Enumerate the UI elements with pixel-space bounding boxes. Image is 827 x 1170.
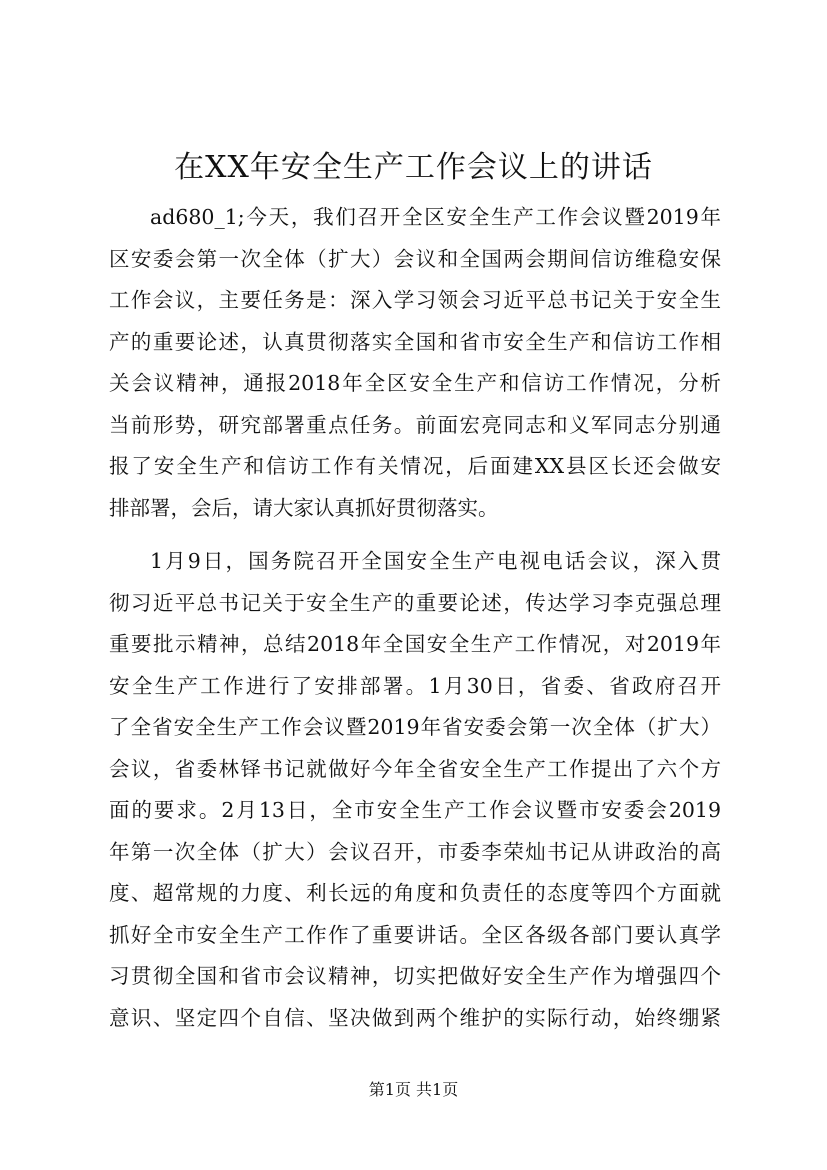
page-number-footer: 第1页 共1页 — [368, 1080, 459, 1099]
paragraph-line: 1月9日，国务院召开全国安全生产电视电话会议，深入贯 — [150, 549, 721, 573]
paragraph-line: 区安委会第一次全体（扩大）会议和全国两会期间信访维稳安保 — [109, 246, 721, 271]
paragraph-line: 工作会议，主要任务是：深入学习领会习近平总书记关于安全生 — [109, 288, 721, 312]
paragraph-line: 产的重要论述，认真贯彻落实全国和省市安全生产和信访工作相 — [109, 329, 721, 354]
paragraph-line: 年第一次全体（扩大）会议召开，市委李荣灿书记从讲政治的高 — [109, 839, 721, 864]
paragraph-line: 关会议精神，通报2018年全区安全生产和信访工作情况，分析 — [109, 371, 721, 395]
paragraph-line: 重要批示精神，总结2018年全国安全生产工作情况，对2019年 — [109, 632, 721, 656]
paragraph-spacer — [109, 529, 721, 541]
paragraph-2 — [109, 541, 721, 1039]
paragraph-line: 习贯彻全国和省市会议精神，切实把做好安全生产作为增强四个 — [109, 964, 721, 988]
paragraph-line: 安全生产工作进行了安排部署。1月30日，省委、省政府召开 — [109, 673, 721, 698]
paragraph-line: ad680_1;今天，我们召开全区安全生产工作会议暨2019年 — [150, 205, 721, 229]
paragraph-line: 彻习近平总书记关于安全生产的重要论述，传达学习李克强总理 — [109, 590, 721, 615]
paragraph-line: 当前形势，研究部署重点任务。前面宏亮同志和义军同志分别通 — [109, 412, 721, 437]
paragraph-line: 了全省安全生产工作会议暨2019年省安委会第一次全体（扩大） — [109, 715, 721, 739]
paragraph-line: 排部署，会后，请大家认真抓好贯彻落实。 — [109, 495, 499, 520]
paragraph-1 — [109, 197, 721, 529]
paragraph-line: 会议，省委林铎书记就做好今年全省安全生产工作提出了六个方 — [109, 756, 721, 781]
paragraph-line: 报了安全生产和信访工作有关情况，后面建XX县区长还会做安 — [109, 454, 721, 478]
document-body — [109, 197, 721, 1039]
paragraph-line: 面的要求。2月13日，全市安全生产工作会议暨市安委会2019 — [109, 798, 721, 822]
paragraph-line: 抓好全市安全生产工作作了重要讲话。全区各级各部门要认真学 — [109, 922, 721, 947]
paragraph-line: 意识、坚定四个自信、坚决做到两个维护的实际行动，始终绷紧 — [109, 1005, 721, 1030]
paragraph-line: 度、超常规的力度、利长远的角度和负责任的态度等四个方面就 — [109, 881, 721, 905]
document-title: 在XX年安全生产工作会议上的讲话 — [174, 150, 653, 185]
